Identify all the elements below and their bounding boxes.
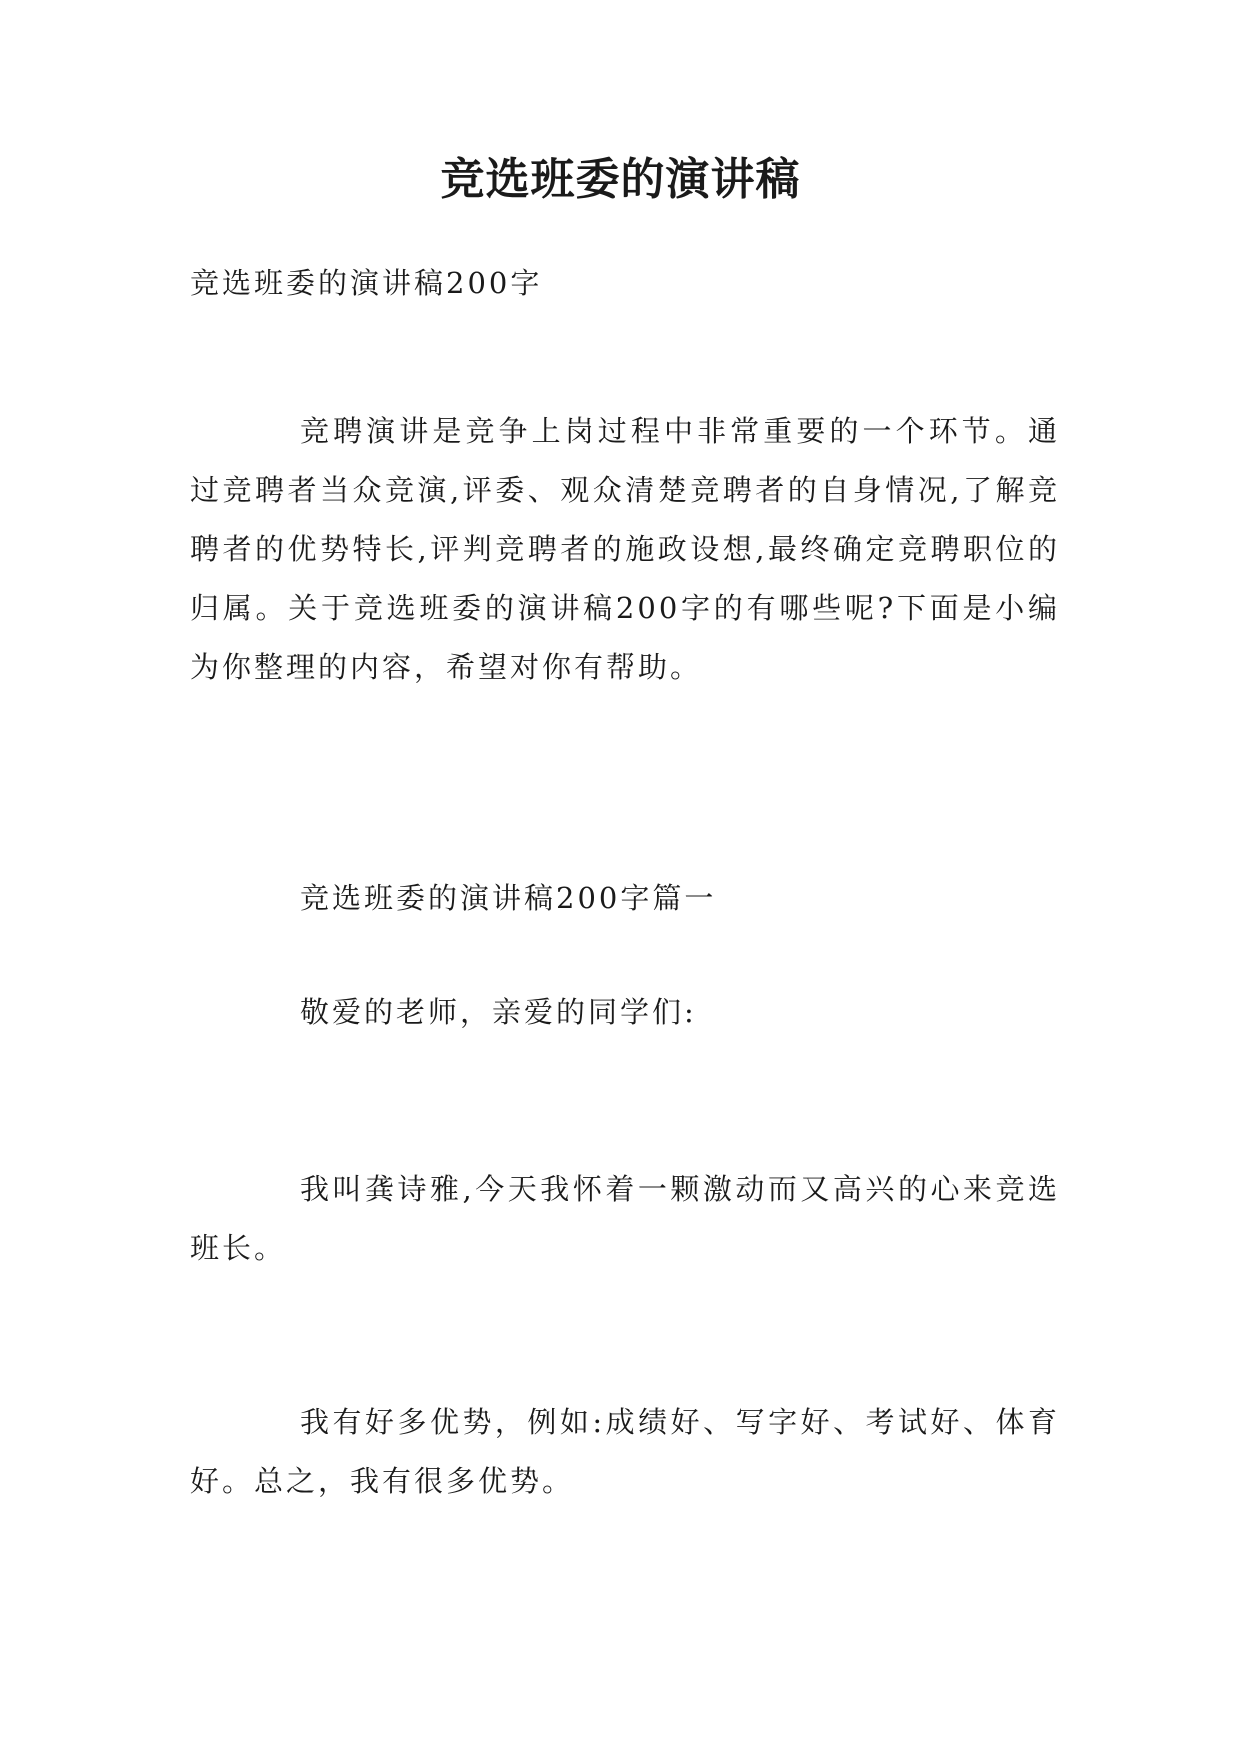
body-paragraph-2: 我有好多优势，例如:成绩好、写字好、考试好、体育好。总之，我有很多优势。 xyxy=(190,1405,1060,1498)
document-title: 竞选班委的演讲稿 xyxy=(440,154,801,205)
body-paragraph-1: 我叫龚诗雅,今天我怀着一颗激动而又高兴的心来竞选班长。 xyxy=(190,1172,1060,1265)
salutation-paragraph: 敬爱的老师，亲爱的同学们: xyxy=(300,995,697,1029)
intro-paragraph: 竞聘演讲是竞争上岗过程中非常重要的一个环节。通过竞聘者当众竞演,评委、观众清楚竞聘者的自身情况,了解竞聘者的优势特长,评判竞聘者的施政设想,最终确定竞聘职位的归属。关于竞选班委的演讲稿200字的有哪些呢?下面是小编为你整理的内容，希望对你有帮助。 xyxy=(190,414,1060,684)
document-subtitle: 竞选班委的演讲稿200字 xyxy=(190,266,543,300)
section-heading: 竞选班委的演讲稿200字篇一 xyxy=(300,881,717,915)
